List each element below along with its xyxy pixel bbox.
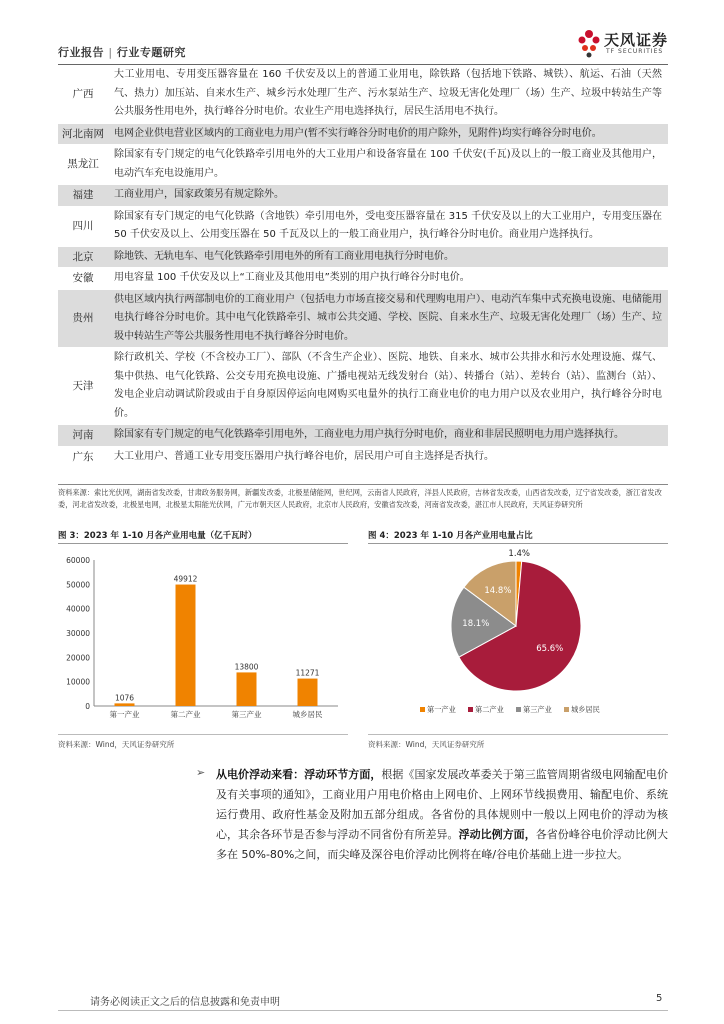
bar-value-label: 13800	[234, 662, 259, 672]
slice-value-label: 1.4%	[508, 549, 531, 560]
table-row	[58, 185, 668, 207]
para-text2: 各省份峰谷电价浮动比例大多在 50%-80%之间，而尖峰及深谷电价浮动比例将在峰/谷电价基础上进一步拉大。	[216, 828, 669, 861]
y-tick-label: 30000	[66, 629, 90, 638]
table-row	[58, 207, 668, 247]
policy-cell: 用电容量 100 千伏安及以上“工商业及其他用电”类别的用户执行峰谷分时电价。	[114, 272, 470, 283]
figure4-bottom-rule	[368, 734, 668, 735]
legend-label: 第一产业	[427, 705, 456, 714]
policy-cell: 大工业用户、普通工业专用变压器用户执行峰谷电价，居民用户可自主选择是否执行。	[114, 450, 494, 462]
brand-logo	[574, 26, 674, 62]
footer-disclaimer: 请务必阅读正文之后的信息披露和免责申明	[90, 997, 280, 1008]
province-cell: 河南	[72, 429, 94, 441]
figure4-source: 资料来源：Wind，天风证券研究所	[368, 740, 485, 749]
table-row	[58, 447, 668, 469]
province-cell: 河北南网	[62, 127, 104, 140]
slice-value-label: 14.8%	[484, 585, 512, 596]
policy-cell: 除国家有专门规定的电气化铁路（含地铁）牵引用电外，受电变压器容量在 315 千伏安及以上的大工业用户，专用变压器在 50 千伏安及以上、公用变压器在 50 千瓦及以上的一般工商业用户，执行峰谷分时电价。商业用户选择执行。	[114, 210, 662, 240]
bar-value-label: 11271	[295, 668, 320, 678]
policy-cell: 工商业用户，国家政策另有规定除外。	[114, 189, 284, 200]
legend-label: 第二产业	[475, 705, 504, 714]
page-number: 5	[656, 993, 663, 1004]
x-tick-label: 城乡居民	[292, 710, 323, 719]
province-cell: 四川	[72, 219, 94, 232]
slice-value-label: 18.1%	[462, 619, 490, 630]
figure3-title: 图 3：2023 年 1-10 月各产业用电量（亿千瓦时）	[58, 531, 257, 541]
province-cell: 贵州	[72, 312, 94, 324]
table-bottom-rule	[58, 484, 668, 485]
pie-chart	[368, 548, 668, 728]
table-row	[58, 268, 668, 290]
table-source: 资料来源：索比光伏网，湖南省发改委，甘肃政务服务网，新疆发改委，北极星储能网，世纪网，云南省人民政府，洋县人民政府，吉林省发改委，山西省发改委，辽宁省发改委，浙江省发改委，河北省发改委，北极星电网，北极星太阳能光伏网，广元市朝天区人民政府，北京市人民政府，安徽省发改委，河南省发改委，湛江市人民政府，天风证券研究所	[58, 488, 662, 509]
x-tick-label: 第二产业	[170, 710, 201, 719]
flower-logo-icon	[574, 26, 604, 60]
bar-value-label: 1076	[114, 693, 135, 703]
province-cell: 天津	[72, 379, 94, 392]
policy-cell: 除国家有专门规定的电气化铁路牵引用电外的大工业用户和设备容量在 100 千伏安(千瓦)及以上的一般工商业及其他用户，电动汽车充电设施用户。	[114, 149, 662, 179]
legend-swatch	[420, 707, 425, 712]
table-row	[58, 247, 668, 269]
legend-swatch	[516, 707, 521, 712]
figure3-title-rule	[58, 543, 348, 544]
y-tick-label: 10000	[66, 677, 90, 687]
province-cell: 广西	[72, 87, 94, 100]
bar-value-label: 49912	[173, 574, 198, 584]
table-row	[58, 290, 668, 349]
logo-text: 天风证券	[604, 31, 669, 49]
figure4-title: 图 4：2023 年 1-10 月各产业用电量占比	[368, 531, 533, 541]
policy-cell: 除地铁、无轨电车、电气化铁路牵引用电外的所有工商业用电执行分时电价。	[114, 250, 454, 262]
table-row	[58, 124, 668, 146]
province-cell: 广东	[72, 450, 94, 463]
x-tick-label: 第三产业	[231, 710, 262, 719]
para-lead2: 浮动比例方面，	[458, 828, 536, 841]
province-cell: 黑龙江	[67, 158, 99, 171]
y-tick-label: 40000	[66, 604, 90, 614]
x-tick-label: 第一产业	[109, 710, 140, 719]
report-category: 行业报告 | 行业专题研究	[58, 46, 186, 59]
policy-cell: 电网企业供电营业区域内的工商业电力用户(暂不实行峰谷分时电价的用户除外，见附件)均实行峰谷分时电价。	[114, 127, 602, 139]
bar-chart	[58, 548, 348, 728]
figure3-bottom-rule	[58, 734, 348, 735]
para-lead: 从电价浮动来看：浮动环节方面，	[216, 768, 382, 781]
table-row	[58, 348, 668, 425]
legend-swatch	[564, 707, 569, 712]
footer-divider	[58, 1010, 668, 1011]
logo-subtext: TF SECURITIES	[606, 48, 664, 55]
legend-swatch	[468, 707, 473, 712]
legend-label: 城乡居民	[571, 705, 600, 714]
y-tick-label: 20000	[66, 653, 90, 663]
bar	[115, 703, 135, 706]
policy-cell: 除国家有专门规定的电气化铁路牵引用电外，工商业电力用户执行分时电价，商业和非居民照明电力用户选择执行。	[114, 429, 624, 440]
province-cell: 北京	[72, 250, 94, 263]
y-tick-label: 60000	[66, 556, 90, 565]
policy-table	[58, 65, 668, 468]
table-row	[58, 145, 668, 185]
table-row	[58, 65, 668, 124]
province-cell: 安徽	[72, 272, 94, 284]
bar	[298, 679, 318, 706]
policy-cell: 除行政机关、学校（不含校办工厂）、部队（不含生产企业）、医院、地铁、自来水、城市公共排水和污水处理设施、煤气、集中供热、电气化铁路、公交专用充换电设施、广播电视站无线发射台（站）、转播台（站）、差转台（站）、监测台（站）、发电企业启动调试阶段或由于自身原因停运向电网购买电量外的执行工商业电价的电力用户以及农业用户，执行峰谷分时电价。	[114, 352, 662, 419]
para-text1: 根据《国家发展改革委关于第三监管周期省级电网输配电价及有关事项的通知》，工商业用户用电价格由上网电价、上网环节线损费用、输配电价、系统运行费用、政府性基金及附加五部分组成。各省份的具体规则中一般以上网电价的浮动为核心，其余各环节是否参与浮动不同省份有所差异。	[216, 768, 668, 841]
bar	[176, 585, 196, 706]
y-tick-label: 0	[85, 702, 90, 711]
body-paragraph	[216, 765, 668, 865]
policy-cell: 供电区域内执行两部制电价的工商业用户（包括电力市场直接交易和代理购电用户）、电动汽车集中式充换电设施、电储能用电执行峰谷分时电价。其中电气化铁路牵引、城市公共交通、学校、医院、自来水生产、垃圾无害化处理厂（场）生产、垃圾中转站生产等公共服务性用电不执行峰谷分时电价。	[114, 293, 662, 342]
figure4-title-rule	[368, 543, 668, 544]
slice-value-label: 65.6%	[536, 644, 564, 655]
table-row	[58, 425, 668, 447]
legend-label: 第三产业	[523, 705, 552, 714]
y-tick-label: 50000	[66, 580, 90, 590]
bullet-arrow-icon: ➢	[196, 766, 206, 779]
figure3-source: 资料来源：Wind，天风证券研究所	[58, 740, 175, 749]
province-cell: 福建	[72, 189, 94, 201]
policy-cell: 大工业用电、专用变压器容量在 160 千伏安及以上的普通工业用电，除铁路（包括地下铁路、城铁）、航运、石油（天然气、热力）加压站、自来水生产、城乡污水处理厂生产、污水泵站生产、垃圾无害化处理厂（场）生产、垃圾中转站生产等公共服务性用电外，执行峰谷分时电价。农业生产用电选择执行，居民生活用电不执行。	[114, 69, 662, 117]
bar	[237, 672, 257, 706]
